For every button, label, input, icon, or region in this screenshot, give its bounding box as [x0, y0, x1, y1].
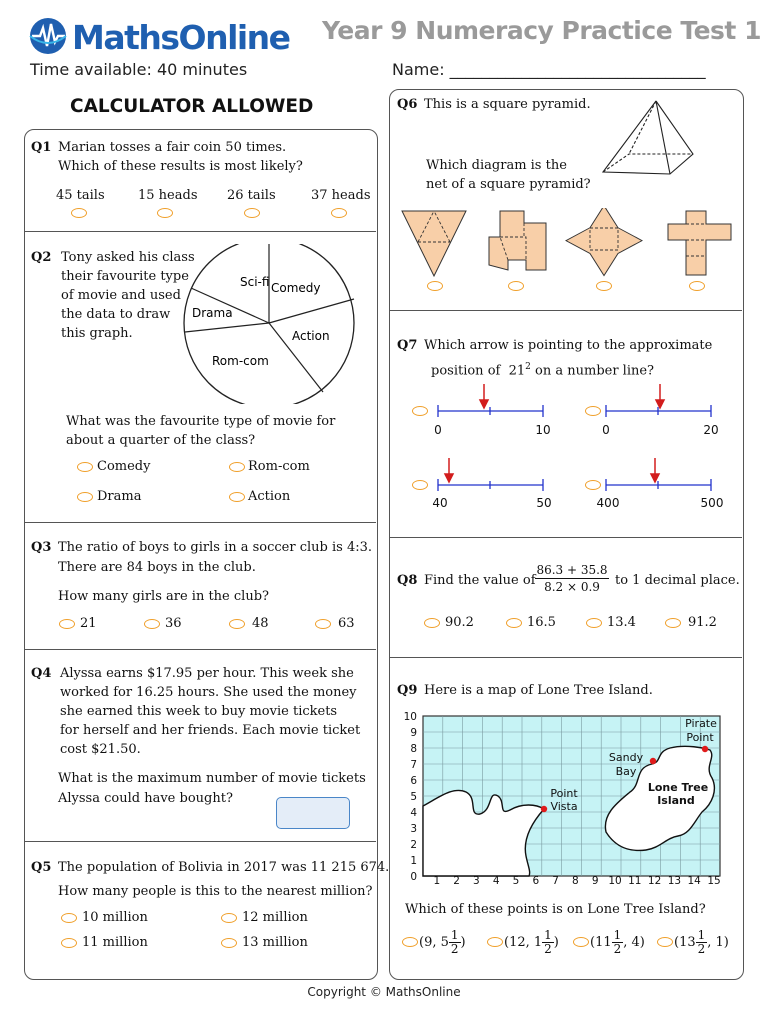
logo-text: MathsOnline: [72, 18, 290, 57]
divider: [390, 537, 742, 538]
q4-text: she earned this week to buy movie tickets: [60, 704, 338, 719]
x-tick-label: 7: [552, 875, 559, 887]
map-label: Pirate: [685, 717, 717, 730]
q1-option-label: 45 tails: [56, 188, 105, 203]
footer-copyright: Copyright © MathsOnline: [307, 985, 461, 999]
q2-option-bubble[interactable]: [229, 462, 245, 472]
q9-option-bubble[interactable]: [487, 937, 503, 947]
q2-option-label: Rom-com: [248, 459, 310, 474]
map-label: Vista: [550, 800, 578, 813]
q5-option-label: 11 million: [82, 935, 148, 950]
time-available: Time available: 40 minutes: [30, 60, 248, 79]
q8-text: to 1 decimal place.: [615, 573, 740, 588]
q5-option-bubble[interactable]: [61, 938, 77, 948]
q4-answer-input[interactable]: [276, 797, 350, 829]
question-number: Q3: [31, 540, 52, 555]
q6-option-bubble[interactable]: [596, 281, 612, 291]
q8-option-bubble[interactable]: [586, 618, 602, 628]
question-number: Q2: [31, 250, 52, 265]
q8-text: Find the value of: [424, 573, 536, 588]
q7-option-bubble[interactable]: [585, 480, 601, 490]
pie-label: Sci-fi: [240, 275, 270, 289]
q1-option-bubble[interactable]: [244, 208, 260, 218]
x-tick-label: 12: [647, 875, 662, 887]
y-tick-label: 5: [410, 791, 417, 803]
q6-question: Which diagram is the: [426, 158, 567, 173]
q1-option-bubble[interactable]: [331, 208, 347, 218]
q9-text: Here is a map of Lone Tree Island.: [424, 683, 653, 698]
q5-option-label: 10 million: [82, 910, 148, 925]
pie-label: Rom-com: [212, 354, 269, 368]
page-title: Year 9 Numeracy Practice Test 1: [322, 16, 761, 45]
q6-option-bubble[interactable]: [689, 281, 705, 291]
q8-fraction: [535, 562, 609, 595]
q5-option-bubble[interactable]: [61, 913, 77, 923]
map-label: Sandy: [608, 751, 644, 764]
x-tick-label: 14: [687, 875, 701, 887]
net-option-b: [489, 211, 546, 270]
square-pyramid-image: [600, 98, 696, 180]
divider: [390, 310, 742, 311]
q4-question: Alyssa could have bought?: [58, 791, 233, 806]
q3-question: How many girls are in the club?: [58, 589, 269, 604]
q3-option-bubble[interactable]: [315, 619, 331, 629]
question-number: Q9: [397, 683, 418, 698]
divider: [25, 231, 376, 232]
q3-text: There are 84 boys in the club.: [58, 560, 256, 575]
q7-option-bubble[interactable]: [412, 406, 428, 416]
x-tick-label: 5: [512, 875, 520, 887]
q6-text: This is a square pyramid.: [424, 97, 591, 112]
name-field[interactable]: Name: ________________________________: [392, 60, 706, 79]
x-tick-label: 8: [572, 875, 579, 887]
q7-text: Which arrow is pointing to the approximate: [424, 338, 713, 353]
y-tick-label: 10: [403, 711, 417, 723]
q7-option-bubble[interactable]: [585, 406, 601, 416]
q2-text: their favourite type: [61, 269, 189, 284]
q2-option-label: Comedy: [97, 459, 151, 474]
question-number: Q8: [397, 573, 418, 588]
q2-option-label: Action: [248, 489, 291, 504]
q3-option-label: 36: [165, 616, 182, 631]
q9-question: Which of these points is on Lone Tree Island?: [405, 902, 706, 917]
q3-option-label: 48: [252, 616, 269, 631]
divider: [390, 657, 742, 658]
q9-option-bubble[interactable]: [573, 937, 589, 947]
q3-option-label: 63: [338, 616, 355, 631]
x-tick-label: 4: [492, 875, 500, 887]
question-number: Q6: [397, 97, 418, 112]
question-number: Q1: [31, 140, 52, 155]
q9-option-label: (11 $\frac{1}{2}$ , 4): [590, 928, 645, 956]
island-map: [398, 706, 730, 892]
x-tick-label: 10: [608, 875, 622, 887]
q8-option-label: 90.2: [445, 615, 474, 630]
q6-question: net of a square pyramid?: [426, 177, 591, 192]
q1-option-label: 15 heads: [138, 188, 198, 203]
q8-denominator: 8.2 × 0.9: [544, 580, 600, 594]
q2-question: about a quarter of the class?: [66, 433, 256, 448]
q9-option-label: (9, 5 $\frac{1}{2}$ ): [419, 928, 466, 956]
map-label: Lone Tree: [647, 781, 709, 794]
map-label: Bay: [615, 765, 637, 778]
q8-option-label: 13.4: [607, 615, 636, 630]
x-tick-label: 3: [473, 875, 480, 887]
question-number: Q4: [31, 666, 52, 681]
q3-option-label: 21: [80, 616, 97, 631]
net-option-d: [668, 211, 731, 275]
q5-question: How many people is this to the nearest million?: [58, 884, 373, 899]
q9-option-label: (12, 1 $\frac{1}{2}$ ): [504, 928, 559, 956]
q2-option-bubble[interactable]: [77, 462, 93, 472]
q2-option-bubble[interactable]: [229, 492, 245, 502]
number-line-end: 50: [536, 496, 552, 510]
q3-option-bubble[interactable]: [229, 619, 245, 629]
q3-text: The ratio of boys to girls in a soccer club is 4:3.: [58, 540, 373, 555]
question-number: Q7: [397, 338, 418, 353]
q3-option-bubble[interactable]: [59, 619, 75, 629]
q4-text: worked for 16.25 hours. She used the money: [60, 685, 357, 700]
pie-label: Action: [292, 329, 330, 343]
q8-option-bubble[interactable]: [424, 618, 440, 628]
number-line-end: 20: [703, 423, 719, 437]
q5-option-label: 12 million: [242, 910, 308, 925]
y-tick-label: 2: [410, 839, 417, 851]
y-tick-label: 6: [410, 775, 417, 787]
q1-option-bubble[interactable]: [71, 208, 87, 218]
q2-text: of movie and used: [61, 288, 181, 303]
pyramid-nets: [400, 208, 736, 278]
number-line-start: 400: [596, 496, 620, 510]
q4-text: Alyssa earns $17.95 per hour. This week she: [60, 666, 354, 681]
q8-option-label: 16.5: [527, 615, 556, 630]
pie-chart: [180, 244, 360, 404]
y-tick-label: 4: [410, 807, 417, 819]
number-lines: [410, 380, 730, 515]
q5-option-bubble[interactable]: [221, 913, 237, 923]
q5-option-bubble[interactable]: [221, 938, 237, 948]
map-label: Point: [686, 731, 714, 744]
map-label: Island: [657, 794, 695, 807]
q6-option-bubble[interactable]: [508, 281, 524, 291]
q7-option-bubble[interactable]: [412, 480, 428, 490]
x-tick-label: 1: [433, 875, 441, 887]
q9-option-bubble[interactable]: [657, 937, 673, 947]
q2-question: What was the favourite type of movie for: [66, 414, 336, 429]
q4-text: for herself and her friends. Each movie ticket: [60, 723, 361, 738]
q2-text: this graph.: [61, 326, 133, 341]
net-option-c: [566, 208, 642, 276]
q5-text: The population of Bolivia in 2017 was 11 215 674.: [58, 860, 390, 875]
x-tick-label: 11: [628, 875, 642, 887]
q8-option-bubble[interactable]: [506, 618, 522, 628]
q4-text: cost $21.50.: [60, 742, 141, 757]
q1-option-bubble[interactable]: [157, 208, 173, 218]
number-line-end: 10: [535, 423, 551, 437]
pie-label: Drama: [192, 306, 233, 320]
y-tick-label: 8: [410, 743, 417, 755]
y-tick-label: 3: [410, 823, 417, 835]
q6-option-bubble[interactable]: [427, 281, 443, 291]
q2-option-label: Drama: [97, 489, 142, 504]
q8-option-bubble[interactable]: [665, 618, 681, 628]
q5-option-label: 13 million: [242, 935, 308, 950]
x-tick-label: 15: [707, 875, 721, 887]
q7-text: position of $21^2$ on a number line?: [431, 362, 655, 379]
number-line-start: 40: [432, 496, 448, 510]
number-line-start: 0: [434, 423, 442, 437]
logo-icon: [28, 16, 70, 56]
question-number: Q5: [31, 860, 52, 875]
divider: [25, 522, 376, 523]
q1-text: Marian tosses a fair coin 50 times.: [58, 140, 287, 155]
divider: [25, 649, 376, 650]
x-tick-label: 2: [453, 875, 460, 887]
q1-option-label: 26 tails: [227, 188, 276, 203]
q1-text: Which of these results is most likely?: [58, 159, 303, 174]
number-line-end: 500: [700, 496, 724, 510]
pie-label: Comedy: [271, 281, 321, 295]
q3-option-bubble[interactable]: [144, 619, 160, 629]
x-tick-label: 13: [667, 875, 682, 887]
y-tick-label: 9: [410, 727, 417, 739]
q1-option-label: 37 heads: [311, 188, 371, 203]
q8-numerator: 86.3 + 35.8: [536, 563, 608, 577]
net-option-a: [402, 211, 466, 276]
q9-option-bubble[interactable]: [402, 937, 418, 947]
q9-option-label: (13 $\frac{1}{2}$ , 1): [674, 928, 729, 956]
origin-label: 0: [410, 871, 417, 883]
y-tick-label: 1: [410, 855, 417, 867]
calculator-allowed-label: CALCULATOR ALLOWED: [70, 96, 314, 117]
map-label: Point: [550, 787, 578, 800]
x-tick-label: 6: [532, 875, 540, 887]
number-line-start: 0: [602, 423, 610, 437]
q2-text: Tony asked his class: [61, 250, 195, 265]
q2-option-bubble[interactable]: [77, 492, 93, 502]
y-tick-label: 7: [410, 759, 417, 771]
divider: [25, 841, 376, 842]
q4-question: What is the maximum number of movie tickets: [58, 771, 366, 786]
x-tick-label: 9: [591, 875, 599, 887]
q8-option-label: 91.2: [688, 615, 717, 630]
q2-text: the data to draw: [61, 307, 171, 322]
